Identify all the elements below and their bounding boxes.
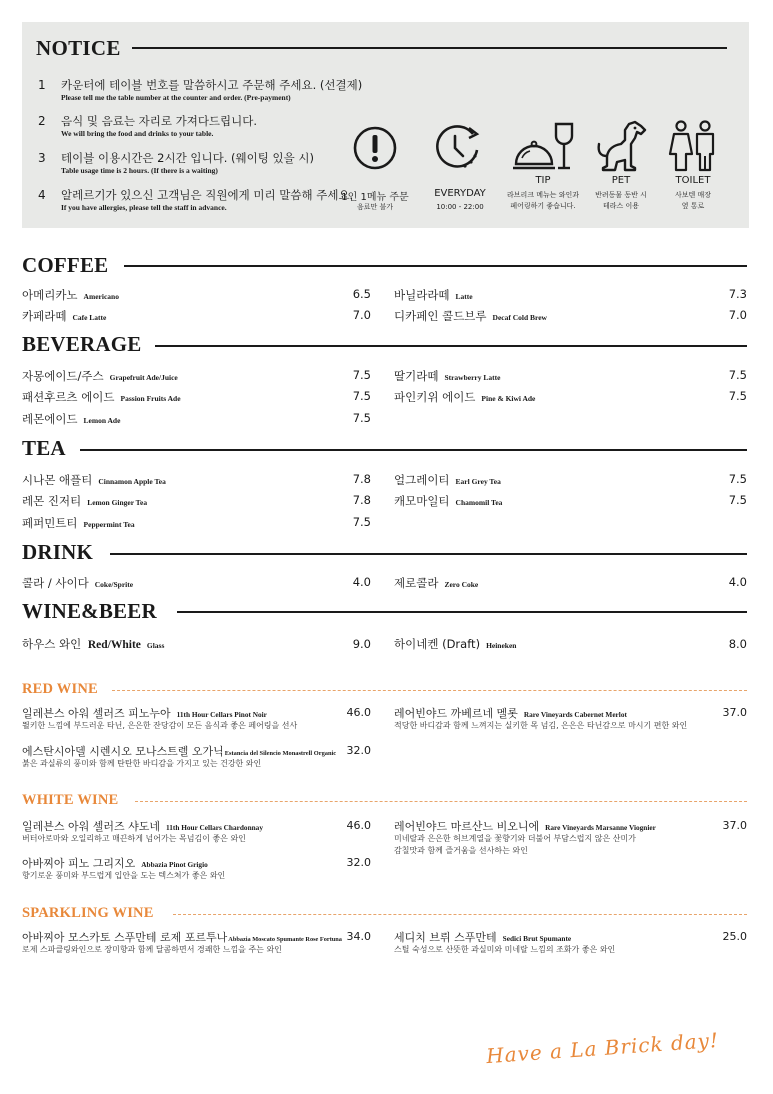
toilet-sub-1: 사보텐 매장: [674, 191, 712, 199]
section-dashed-rule: [173, 914, 747, 915]
menu-item: [22, 368, 178, 384]
menu-item: [22, 389, 181, 405]
menu-item: [22, 287, 119, 303]
menu-item-english: Passion Fruits Ade: [120, 394, 181, 403]
menu-item: [394, 389, 535, 405]
pet-sub-1: 반려동물 동반 시: [595, 191, 647, 199]
wine-item-english: 11th Hour Cellars Pinot Noir: [176, 710, 267, 719]
wine-item-description: 붉은 과실류의 풍미와 함께 탄탄한 바디감을 가지고 있는 건강한 와인: [22, 759, 262, 768]
menu-item-price: 9.0: [352, 637, 371, 651]
notice-title-rule: [132, 47, 727, 49]
wine-item-price: 46.0: [346, 819, 371, 832]
menu-item-korean: 하우스 와인: [22, 637, 82, 651]
menu-item-english: Heineken: [486, 641, 517, 650]
toilet-label: TOILET: [675, 175, 711, 186]
dish-wine-icon: [512, 120, 576, 174]
menu-item-korean: 디카페인 콜드브루: [394, 309, 487, 323]
menu-item: [394, 287, 473, 303]
menu-item: [22, 308, 106, 324]
menu-item-price: 8.0: [728, 637, 747, 651]
tip-sub-2: 페어링하기 좋습니다.: [510, 202, 576, 210]
menu-item: [394, 575, 478, 591]
menu-item-english: Strawberry Latte: [444, 373, 501, 382]
section-title-tea: TEA: [22, 436, 66, 460]
section-dashed-rule: [135, 801, 747, 802]
wine-item-description: 버터아로마와 오일리하고 매끈하게 넘어가는 목넘김이 좋은 와인: [22, 834, 246, 843]
wine-item-description: 향기로운 풍미와 부드럽게 입안을 도는 텍스쳐가 좋은 와인: [22, 871, 226, 880]
wine-item-price: 37.0: [722, 706, 747, 719]
menu-item-korean: 페퍼민트티: [22, 516, 78, 530]
menu-item-price: 7.5: [728, 389, 747, 403]
menu-item-price: 7.8: [352, 493, 371, 507]
menu-item-english: Lemon Ade: [83, 416, 121, 425]
wine-item-korean: 레어빈야드 마르산느 비오니에: [394, 820, 540, 833]
dog-icon: [595, 120, 647, 174]
wine-item-description-line-2: 감칠맛과 함께 즐거움을 선사하는 와인: [394, 846, 528, 855]
one-menu-label: 1인 1메뉴 주문: [341, 192, 409, 203]
section-title-beverage: BEVERAGE: [22, 332, 142, 356]
wine-item: [22, 929, 342, 945]
menu-item-english: Cinnamon Apple Tea: [98, 477, 166, 486]
pet-sub-2: 테라스 이용: [602, 202, 640, 210]
wine-item-description: 로제 스파클링와인으로 장미향과 함께 달콤하면서 경쾌한 느낌을 주는 와인: [22, 945, 282, 954]
notice-item-korean: 음식 및 음료는 자리로 가져다드립니다.: [61, 114, 258, 128]
menu-item-price: 7.5: [728, 368, 747, 382]
section-title-wine-beer: WINE&BEER: [22, 599, 157, 623]
wine-item-korean: 일레븐스 아워 셀러즈 샤도네: [22, 820, 161, 833]
menu-item-english: Peppermint Tea: [83, 520, 135, 529]
wine-item-description: 뛸키한 느낌에 부드러운 타닌, 은은한 잔당감이 모든 음식과 좋은 페어링을 선사: [22, 721, 298, 730]
wine-item-price: 37.0: [722, 819, 747, 832]
menu-item: [394, 636, 516, 652]
wine-item: [394, 929, 571, 945]
menu-item: [22, 472, 166, 488]
everyday-hours: 10:00 - 22:00: [436, 203, 484, 211]
menu-item-price: 7.0: [728, 308, 747, 322]
menu-item-english: Zero Coke: [444, 580, 479, 589]
section-rule: [155, 345, 747, 347]
notice-item-korean: 테이블 이용시간은 2시간 입니다. (웨이팅 있을 시): [61, 151, 314, 165]
menu-item-price: 7.0: [352, 308, 371, 322]
section-title-drink: DRINK: [22, 540, 94, 564]
wine-item-english: Estancia del Silencio Monastrell Organic: [224, 750, 337, 757]
section-title-white-wine: WHITE WINE: [22, 792, 119, 808]
menu-item-english: Coke/Sprite: [94, 580, 134, 589]
menu-item-korean: 레몬에이드: [22, 412, 78, 426]
menu-item-price: 7.5: [352, 389, 371, 403]
menu-item-korean: 시나몬 애플티: [22, 473, 93, 487]
wine-item-korean: 아바찌아 피노 그리지오: [22, 857, 136, 870]
menu-item: [394, 368, 500, 384]
notice-item-number: 3: [38, 151, 46, 165]
wine-item-korean: 아바찌아 모스카토 스푸만테 로제 포르투나: [22, 931, 228, 944]
menu-item: [394, 493, 502, 509]
wine-item: [22, 818, 263, 834]
wine-item-english: Sedici Brut Spumante: [502, 934, 572, 943]
wine-item: [394, 818, 656, 834]
notice-item-english: We will bring the food and drinks to your table.: [61, 129, 214, 138]
menu-item-korean: 레몬 진저티: [22, 494, 82, 508]
notice-item-english: Please tell me the table number at the counter and order. (Pre-payment): [61, 93, 291, 102]
wine-item-english: Abbazia Moscato Spumante Rose Fortuna: [228, 936, 342, 943]
wine-item-description-line-1: 미네랄과 은은한 허브계열을 꽃향기와 더불어 부담스럽지 않은 산미가: [394, 834, 636, 843]
clock-icon: [433, 122, 483, 174]
menu-item-korean: 아메리카노: [22, 288, 78, 302]
wine-item: [394, 705, 627, 721]
wine-item-korean: 일레븐스 아워 셀러즈 피노누아: [22, 707, 171, 720]
menu-item-price: 6.5: [352, 287, 371, 301]
menu-item-english: Glass: [146, 641, 165, 650]
wine-item-korean: 세디치 브뤼 스푸만테: [394, 931, 497, 944]
notice-title: NOTICE: [36, 36, 121, 60]
menu-item-korean: 딸기라떼: [394, 369, 439, 383]
exclamation-icon: [353, 124, 397, 174]
menu-item-english: Grapefruit Ade/Juice: [109, 373, 178, 382]
menu-item-price: 4.0: [728, 575, 747, 589]
menu-item-korean: 하이네켄 (Draft): [394, 637, 481, 651]
menu-item-korean: 제로콜라: [394, 576, 439, 590]
menu-item: [394, 308, 547, 324]
toilet-icon: [668, 120, 718, 174]
pet-label: PET: [611, 175, 631, 186]
menu-item-korean: 패션후르츠 에이드: [22, 390, 115, 404]
notice-box: [22, 22, 749, 228]
menu-item-english: Americano: [83, 292, 119, 301]
wine-item-price: 34.0: [346, 930, 371, 943]
menu-item-price: 4.0: [352, 575, 371, 589]
notice-item-number: 4: [38, 188, 46, 202]
notice-item-number: 2: [38, 114, 46, 128]
signature-text: Have a La Brick day!: [485, 1027, 720, 1069]
menu-item-korean: 파인키위 에이드: [394, 390, 476, 404]
menu-item-english: Cafe Latte: [72, 313, 107, 322]
notice-item-english: If you have allergies, please tell the staff in advance.: [61, 203, 227, 212]
menu-item-english: Pine & Kiwi Ade: [481, 394, 536, 403]
notice-item-korean: 알레르기가 있으신 고객님은 직원에게 미리 말씀해 주세요.: [61, 188, 354, 202]
menu-item-english: Latte: [455, 292, 473, 301]
menu-item-korean: 캐모마일티: [394, 494, 450, 508]
menu-item-price: 7.5: [728, 472, 747, 486]
notice-item-korean: 카운터에 테이블 번호를 말씀하시고 주문해 주세요. (선결제): [61, 78, 363, 92]
wine-item-price: 46.0: [346, 706, 371, 719]
wine-item-english: Rare Vineyards Cabernet Merlot: [523, 710, 627, 719]
wine-item-price: 32.0: [346, 744, 371, 757]
menu-item-price: 7.5: [728, 493, 747, 507]
wine-item-price: 32.0: [346, 856, 371, 869]
menu-item: [22, 575, 133, 591]
tip-label: TIP: [535, 175, 551, 186]
tip-sub-1: 라브리크 메뉴는 와인과: [506, 191, 580, 199]
wine-item-korean: 에스탄시아델 시렌시오 모나스트렐 오가닉: [22, 745, 224, 758]
section-title-sparkling-wine: SPARKLING WINE: [22, 905, 154, 921]
section-rule: [110, 553, 747, 555]
notice-item-number: 1: [38, 78, 46, 92]
menu-item-english: Lemon Ginger Tea: [87, 498, 148, 507]
wine-item-description: 적당한 바디감과 함께 느껴지는 실키한 목 넘김, 은은은 타닌감으로 마시기 편한 와인: [394, 721, 688, 730]
section-title-red-wine: RED WINE: [22, 681, 98, 697]
section-title-coffee: COFFEE: [22, 253, 109, 277]
wine-item: [22, 855, 208, 871]
menu-item: [22, 411, 120, 427]
wine-item: [22, 705, 267, 721]
wine-item-english: Rare Vineyards Marsanne Viognier: [545, 823, 656, 832]
wine-item-english: Abbazia Pinot Grigio: [141, 860, 208, 869]
wine-item-description: 스틸 숙성으로 산뜻한 과실미와 미네랄 느낌의 조화가 좋은 와인: [394, 945, 616, 954]
menu-item: [22, 636, 164, 652]
section-rule: [80, 449, 747, 451]
menu-item-english: Chamomil Tea: [455, 498, 503, 507]
wine-item-korean: 레어빈야드 까베르네 멜롯: [394, 707, 518, 720]
menu-item-korean: 콜라 / 사이다: [22, 576, 89, 590]
menu-item-variant: Red/White: [87, 639, 141, 651]
wine-item-price: 25.0: [722, 930, 747, 943]
menu-item-english: Decaf Cold Brew: [492, 313, 547, 322]
menu-item-price: 7.5: [352, 411, 371, 425]
menu-item: [394, 472, 501, 488]
everyday-label: EVERYDAY: [434, 188, 486, 199]
menu-item-korean: 얼그레이티: [394, 473, 450, 487]
wine-item: [22, 743, 336, 759]
wine-item-english: 11th Hour Cellars Chardonnay: [166, 823, 263, 832]
section-rule: [177, 611, 747, 613]
toilet-sub-2: 옆 통로: [681, 202, 705, 210]
section-rule: [124, 265, 747, 267]
one-menu-sub: 음료만 불가: [356, 203, 394, 211]
menu-item-korean: 자몽에이드/주스: [22, 369, 104, 383]
notice-item-english: Table usage time is 2 hours. (If there is a waiting): [61, 166, 218, 175]
menu-item: [22, 493, 147, 509]
menu-item-price: 7.5: [352, 368, 371, 382]
menu-item: [22, 515, 135, 531]
menu-item-korean: 바닐라라떼: [394, 288, 450, 302]
section-dashed-rule: [112, 690, 747, 691]
menu-item-korean: 카페라떼: [22, 309, 67, 323]
menu-item-price: 7.3: [728, 287, 747, 301]
menu-item-price: 7.5: [352, 515, 371, 529]
menu-item-english: Earl Grey Tea: [455, 477, 501, 486]
menu-item-price: 7.8: [352, 472, 371, 486]
